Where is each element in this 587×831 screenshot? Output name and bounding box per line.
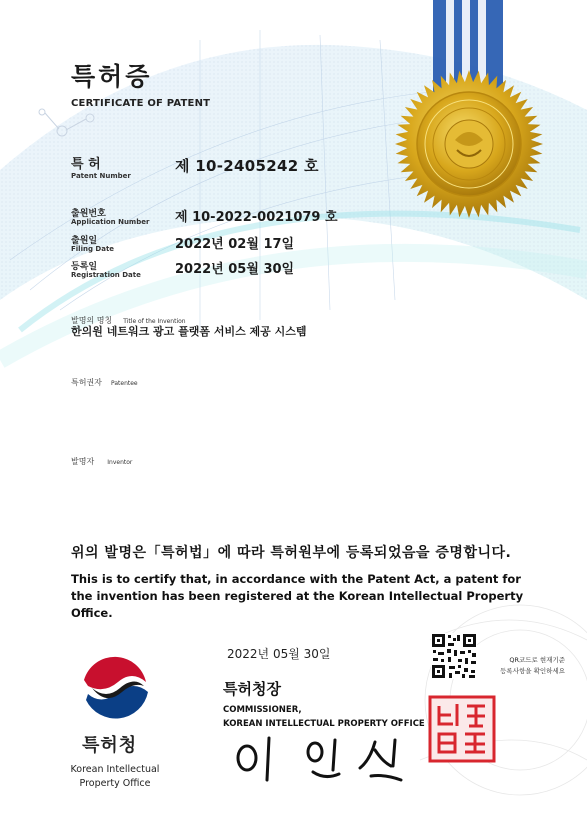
- invention-label: 발명의 명칭: [71, 316, 113, 325]
- certificate-title: 특허증: [71, 62, 153, 91]
- patent-label-en: Patent Number: [71, 172, 131, 180]
- registration-label-en: Registration Date: [71, 271, 141, 279]
- patentee-label-en: Patentee: [111, 380, 138, 387]
- invention-title: 한의원 네트워크 광고 플랫폼 서비스 제공 시스템: [71, 325, 307, 338]
- office-name-en-line2: Property Office: [79, 778, 151, 789]
- signature: [225, 730, 425, 790]
- qr-code-icon[interactable]: [431, 633, 477, 679]
- qr-note: [475, 655, 565, 677]
- office-name-en: [60, 763, 170, 791]
- gold-seal-icon: [393, 68, 545, 220]
- certification-statement: 위의 발명은「특허법」에 따라 특허원부에 등록되었음을 증명합니다.: [71, 545, 512, 561]
- application-label: 출원번호: [71, 209, 106, 219]
- certification-statement-en: This is to certify that, in accordance with the Patent Act, a patent for the invention has been registered at the Korean Intellectual Property Office.: [71, 572, 524, 620]
- official-stamp-icon: [427, 694, 497, 764]
- commissioner-title-en-line1: COMMISSIONER,: [223, 705, 302, 715]
- registration-label: 등록일: [71, 262, 98, 272]
- filing-date: 2022년 02월 17일: [175, 237, 295, 252]
- application-number: 제 10-2022-0021079 호: [175, 210, 338, 225]
- filing-label-en: Filing Date: [71, 245, 115, 253]
- inventor-label-row: [71, 449, 132, 468]
- qr-note-line1: QR코드로 현재기준: [509, 656, 565, 664]
- commissioner-title-en: [223, 703, 425, 731]
- commissioner-title: 특허청장: [223, 680, 281, 698]
- issue-date: 2022년 05월 30일: [227, 647, 331, 661]
- office-name-en-line1: Korean Intellectual: [70, 764, 160, 775]
- patentee-label: 특허권자: [71, 378, 102, 387]
- qr-note-line2: 등록사항을 확인하세요: [500, 667, 565, 675]
- patent-label: 특 허: [71, 157, 101, 172]
- certificate-title-en: CERTIFICATE OF PATENT: [71, 98, 211, 109]
- patentee-label-row: [71, 370, 138, 389]
- application-label-en: Application Number: [71, 218, 150, 226]
- filing-label: 출원일: [71, 236, 98, 246]
- kipo-logo-icon: [78, 652, 152, 726]
- commissioner-title-en-line2: KOREAN INTELLECTUAL PROPERTY OFFICE: [223, 719, 425, 729]
- inventor-label-en: Inventor: [107, 459, 133, 466]
- office-name: 특허청: [82, 735, 138, 756]
- inventor-label: 발명자: [71, 457, 95, 466]
- registration-date: 2022년 05월 30일: [175, 262, 295, 277]
- invention-label-en: Title of the Invention: [123, 318, 186, 325]
- patent-number: 제 10-2405242 호: [175, 157, 319, 175]
